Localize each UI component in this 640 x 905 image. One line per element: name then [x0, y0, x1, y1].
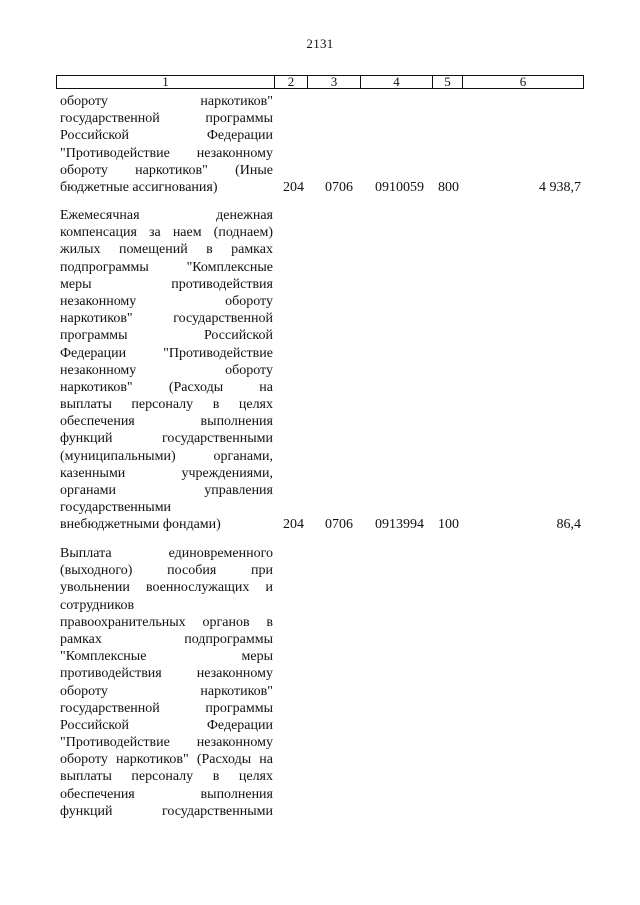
- description-line: государственными: [60, 500, 172, 516]
- entry-description: [60, 545, 273, 820]
- target-code: 0913994: [375, 517, 424, 532]
- column-header-3: 3: [308, 76, 361, 89]
- column-header-row: [56, 75, 584, 89]
- ministry-code: 204: [283, 180, 304, 195]
- section-code: 0706: [325, 180, 353, 195]
- column-header-4: 4: [361, 76, 433, 89]
- expense-type-code: 100: [438, 517, 459, 532]
- description-line: обороту наркотиков": [60, 683, 273, 699]
- column-header-1: 1: [57, 76, 275, 89]
- column-header-5: 5: [433, 76, 463, 89]
- description-line: компенсация за наем (поднаем): [60, 225, 273, 241]
- description-line: незаконному обороту: [60, 293, 273, 309]
- amount: 86,4: [556, 517, 581, 532]
- description-line: Федерации "Противодействие: [60, 345, 273, 361]
- amount: 4 938,7: [539, 180, 581, 195]
- description-line: Ежемесячная денежная: [60, 208, 273, 223]
- column-header-6: 6: [463, 76, 584, 89]
- description-line: противодействия незаконному: [60, 666, 273, 682]
- description-line: (выходного) пособия при: [60, 563, 273, 579]
- entry-description: [60, 207, 273, 534]
- description-line: обеспечения выполнения: [60, 786, 273, 802]
- description-line: правоохранительных органов в: [60, 614, 273, 630]
- description-line: увольнении военнослужащих и: [60, 580, 273, 596]
- description-line: казенными учреждениями,: [60, 465, 273, 481]
- description-line: обороту наркотиков": [60, 94, 273, 109]
- description-line: внебюджетными фондами): [60, 517, 221, 533]
- description-line: "Противодействие незаконному: [60, 145, 273, 161]
- description-line: органами управления: [60, 483, 273, 498]
- description-line: сотрудников: [60, 597, 135, 613]
- description-line: государственной программы: [60, 111, 273, 127]
- description-line: подпрограммы "Комплексные: [60, 259, 273, 275]
- description-line: обороту наркотиков" (Иные: [60, 162, 273, 178]
- description-line: бюджетные ассигнования): [60, 179, 218, 195]
- description-line: государственной программы: [60, 700, 273, 716]
- description-line: обеспечения выполнения: [60, 414, 273, 430]
- description-line: функций государственными: [60, 803, 273, 819]
- description-line: меры противодействия: [60, 276, 273, 292]
- description-line: Российской Федерации: [60, 128, 273, 144]
- section-code: 0706: [325, 517, 353, 532]
- page-number: 2131: [306, 36, 334, 51]
- column-header-2: 2: [275, 76, 308, 89]
- description-line: программы Российской: [60, 328, 273, 344]
- description-line: незаконному обороту: [60, 362, 273, 378]
- description-line: наркотиков" государственной: [60, 311, 273, 327]
- description-line: жилых помещений в рамках: [60, 242, 273, 258]
- description-line: "Противодействие незаконному: [60, 735, 273, 751]
- description-line: наркотиков" (Расходы на: [60, 379, 273, 395]
- description-line: Российской Федерации: [60, 717, 273, 733]
- description-line: обороту наркотиков" (Расходы на: [60, 752, 273, 768]
- target-code: 0910059: [375, 180, 424, 195]
- description-line: "Комплексные меры: [60, 649, 273, 665]
- ministry-code: 204: [283, 517, 304, 532]
- entry-description: [60, 93, 273, 196]
- description-line: Выплата единовременного: [60, 546, 273, 561]
- description-line: выплаты персоналу в целях: [60, 397, 273, 413]
- description-line: рамках подпрограммы: [60, 631, 273, 647]
- description-line: выплаты персоналу в целях: [60, 769, 273, 785]
- description-line: (муниципальными) органами,: [60, 448, 273, 464]
- description-line: функций государственными: [60, 431, 273, 447]
- expense-type-code: 800: [438, 180, 459, 195]
